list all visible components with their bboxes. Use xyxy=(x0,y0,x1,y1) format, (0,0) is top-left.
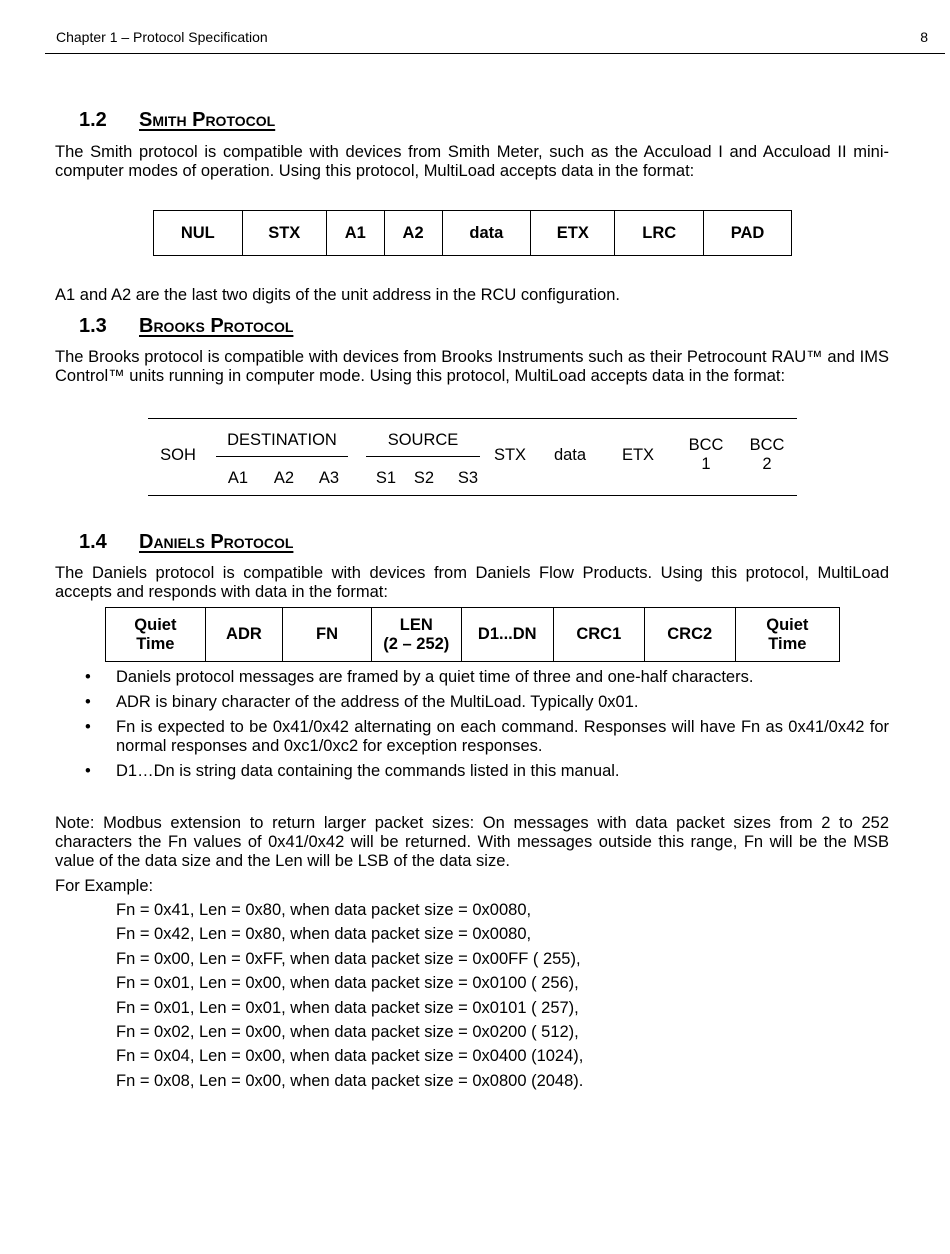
daniels-field-quiet-time xyxy=(106,608,206,662)
section-heading-smith xyxy=(79,109,275,132)
brooks-source: SOURCE xyxy=(387,431,459,449)
cell-line: Time xyxy=(768,634,807,653)
daniels-field-quiet-time xyxy=(735,608,839,662)
brooks-etx: ETX xyxy=(621,446,655,464)
daniels-format-table xyxy=(105,607,840,662)
brooks-src-part: S1 xyxy=(375,469,397,487)
bullet-icon: • xyxy=(85,762,91,780)
example-line: Fn = 0x42, Len = 0x80, when data packet size = 0x0080, xyxy=(116,925,532,944)
cell-line: (2 – 252) xyxy=(383,634,450,653)
cell-line: Quiet xyxy=(134,615,177,634)
daniels-field-adr: ADR xyxy=(205,608,282,662)
bullet-icon: • xyxy=(85,718,91,736)
bullet-icon: • xyxy=(85,693,91,711)
for-example-label: For Example: xyxy=(55,877,154,895)
brooks-dest-part: A2 xyxy=(273,469,295,487)
brooks-bcc2 xyxy=(742,436,792,474)
example-line: Fn = 0x00, Len = 0xFF, when data packet size = 0x00FF ( 255), xyxy=(116,949,581,968)
cell-line: Quiet xyxy=(766,615,809,634)
bullet-text: ADR is binary character of the address of the MultiLoad. Typically 0x01. xyxy=(116,693,639,711)
list-item xyxy=(83,668,889,687)
bullet-text: Fn is expected to be 0x41/0x42 alternating on each command. Responses will have Fn as 0x41/0x42 for normal responses and 0xc1/0xc2 for exception responses. xyxy=(116,718,889,755)
brooks-soh: SOH xyxy=(160,446,196,464)
bcc1-index: 1 xyxy=(701,455,711,473)
example-line: Fn = 0x08, Len = 0x00, when data packet size = 0x0800 (2048). xyxy=(116,1071,584,1090)
daniels-field-fn: FN xyxy=(283,608,372,662)
smith-intro: The Smith protocol is compatible with devices from Smith Meter, such as the Accuload I and Accuload II mini-computer modes of operation. Using this protocol, MultiLoad accepts data in the format: xyxy=(55,143,889,180)
page-header xyxy=(45,27,945,54)
section-title: Daniels Protocol xyxy=(139,531,294,553)
bullet-text: Daniels protocol messages are framed by a quiet time of three and one-half characters. xyxy=(116,668,754,686)
brooks-src-part: S2 xyxy=(413,469,435,487)
section-heading-daniels xyxy=(79,531,293,554)
brooks-intro: The Brooks protocol is compatible with devices from Brooks Instruments such as their Petrocount RAU™ and IMS Control™ units running in computer mode. Using this protocol, MultiLoad accepts data in the format: xyxy=(55,348,889,385)
example-line: Fn = 0x04, Len = 0x00, when data packet size = 0x0400 (1024), xyxy=(116,1047,584,1066)
section-title: Brooks Protocol xyxy=(139,315,294,337)
list-item xyxy=(83,718,889,756)
brooks-data: data xyxy=(553,446,587,464)
cell-line: LEN xyxy=(399,615,433,634)
example-line: Fn = 0x01, Len = 0x01, when data packet size = 0x0101 ( 257), xyxy=(116,998,579,1017)
cell-line: Time xyxy=(136,634,175,653)
smith-field: ETX xyxy=(531,211,615,256)
daniels-bullet-list xyxy=(83,668,889,787)
brooks-format-table xyxy=(148,418,797,496)
smith-field: STX xyxy=(242,211,326,256)
daniels-intro: The Daniels protocol is compatible with devices from Daniels Flow Products. Using this protocol, MultiLoad accepts and responds with data in the format: xyxy=(55,564,889,601)
bullet-icon: • xyxy=(85,668,91,686)
bcc2-label: BCC xyxy=(749,436,785,454)
destination-rule xyxy=(216,456,348,457)
daniels-field-crc2: CRC2 xyxy=(644,608,735,662)
list-item xyxy=(83,693,889,712)
page-number: 8 xyxy=(920,29,928,45)
chapter-title: Chapter 1 – Protocol Specification xyxy=(56,29,268,45)
brooks-dest-part: A1 xyxy=(227,469,249,487)
source-rule xyxy=(366,456,480,457)
section-number: 1.4 xyxy=(79,531,107,553)
daniels-field-len xyxy=(371,608,461,662)
bcc1-label: BCC xyxy=(688,436,724,454)
daniels-note: Note: Modbus extension to return larger packet sizes: On messages with data packet sizes from 2 to 252 characters the Fn values of 0x41/0x42 will be returned. With messages outside this range, Fn will be the MSB value of the data size and the Len will be LSB of the data size. xyxy=(55,814,889,870)
smith-field: LRC xyxy=(615,211,704,256)
brooks-stx: STX xyxy=(493,446,527,464)
brooks-dest-part: A3 xyxy=(318,469,340,487)
smith-format-table xyxy=(153,210,792,256)
section-heading-brooks xyxy=(79,315,293,338)
smith-field: NUL xyxy=(154,211,243,256)
brooks-bcc1 xyxy=(681,436,731,474)
smith-field: data xyxy=(442,211,531,256)
example-line: Fn = 0x41, Len = 0x80, when data packet size = 0x0080, xyxy=(116,901,532,919)
bullet-text: D1…Dn is string data containing the commands listed in this manual. xyxy=(116,762,620,780)
section-number: 1.3 xyxy=(79,315,107,337)
smith-field: PAD xyxy=(704,211,792,256)
section-number: 1.2 xyxy=(79,109,107,131)
smith-note: A1 and A2 are the last two digits of the unit address in the RCU configuration. xyxy=(55,286,620,304)
example-list xyxy=(116,901,583,1096)
section-title: Smith Protocol xyxy=(139,109,276,131)
smith-field: A1 xyxy=(326,211,384,256)
brooks-destination: DESTINATION xyxy=(227,431,337,449)
example-line: Fn = 0x02, Len = 0x00, when data packet size = 0x0200 ( 512), xyxy=(116,1022,579,1041)
daniels-field-d1dn: D1...DN xyxy=(461,608,553,662)
list-item xyxy=(83,762,889,781)
daniels-field-crc1: CRC1 xyxy=(553,608,644,662)
example-line: Fn = 0x01, Len = 0x00, when data packet size = 0x0100 ( 256), xyxy=(116,974,579,993)
bcc2-index: 2 xyxy=(762,455,772,473)
brooks-src-part: S3 xyxy=(457,469,479,487)
smith-field: A2 xyxy=(384,211,442,256)
